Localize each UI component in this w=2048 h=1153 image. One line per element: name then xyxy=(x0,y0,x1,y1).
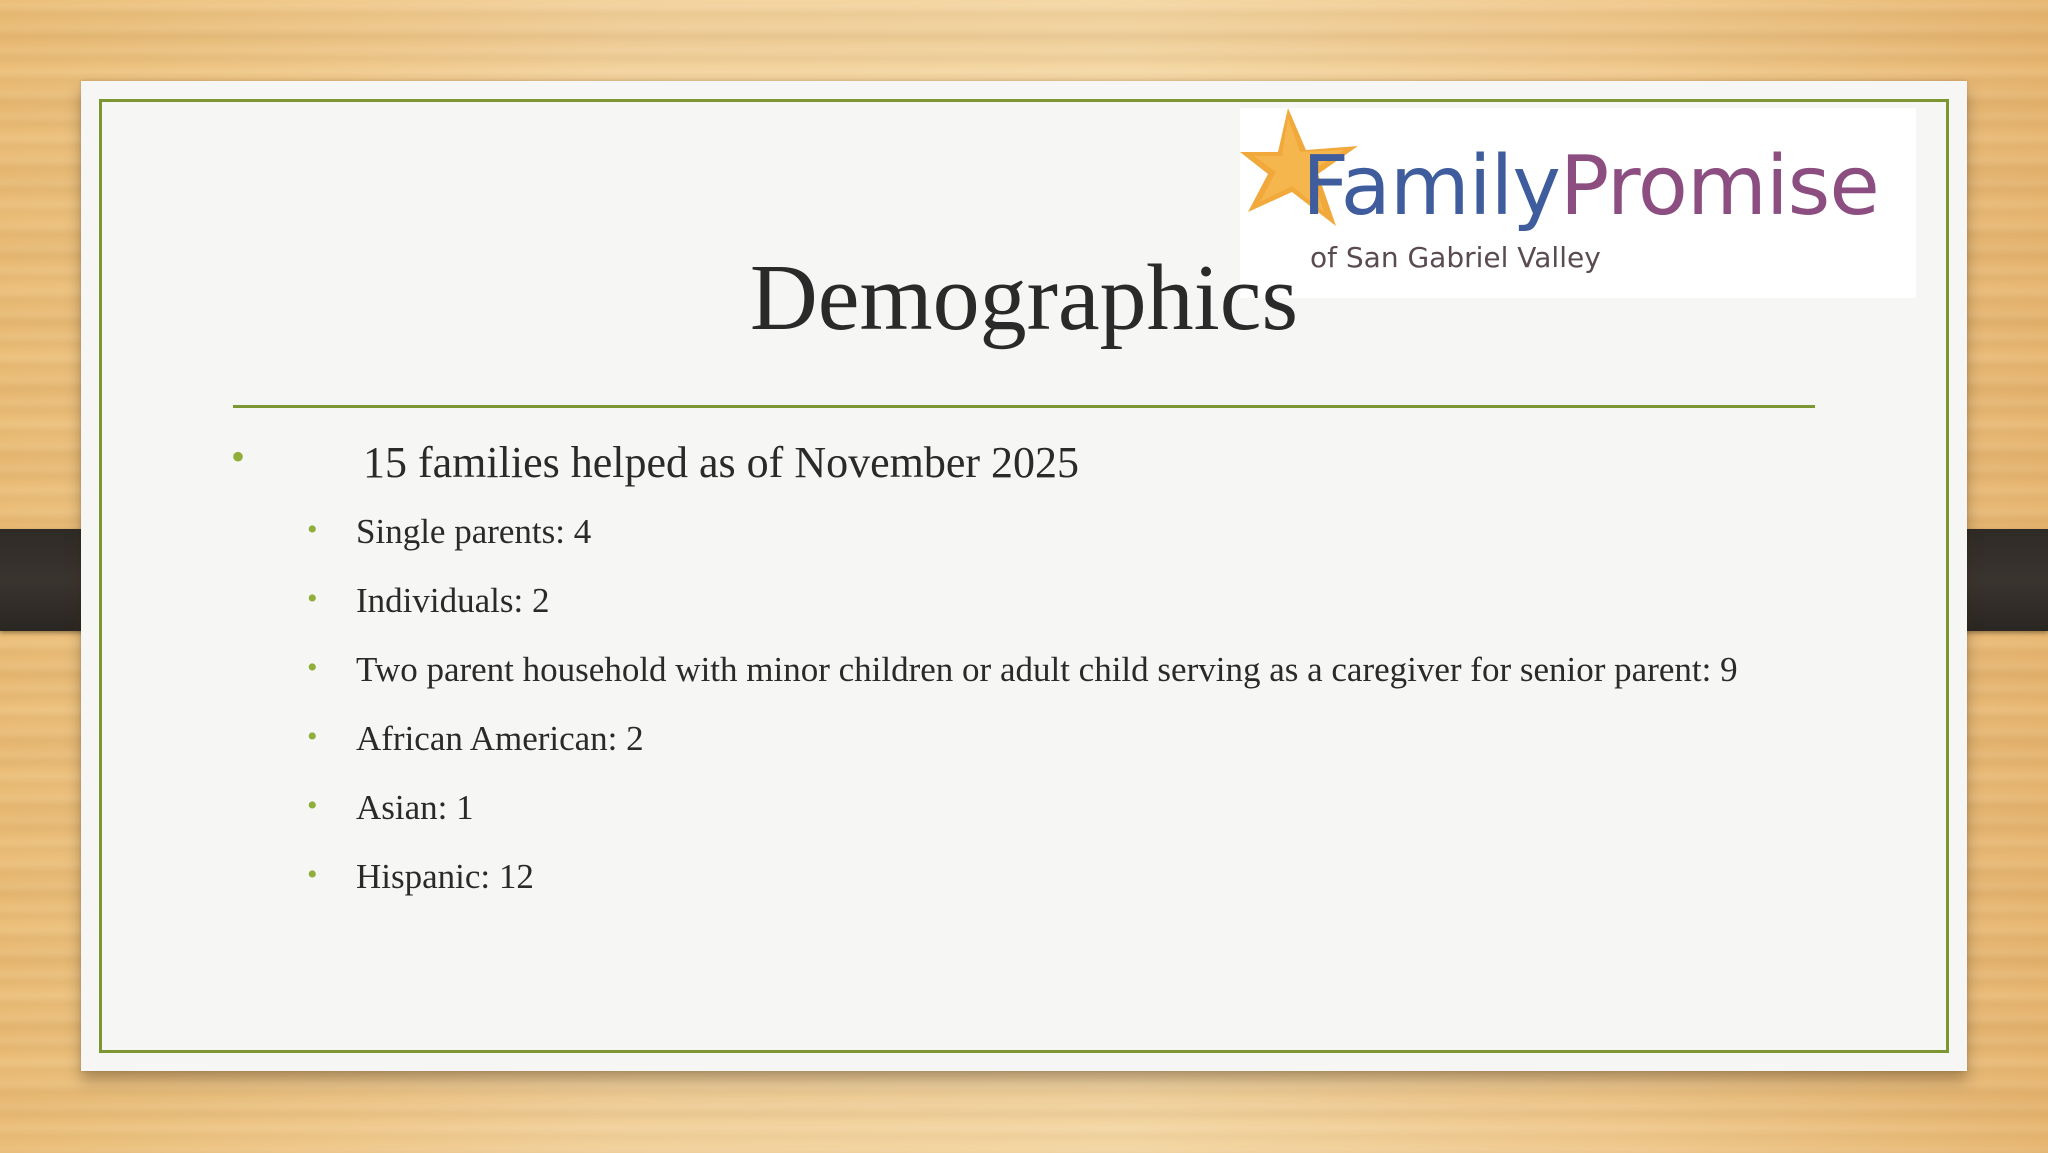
list-item xyxy=(307,647,1827,693)
bullet-icon: • xyxy=(307,582,318,615)
slide-paper xyxy=(81,81,1967,1071)
bullet-icon: • xyxy=(231,434,246,479)
sub-bullet-list xyxy=(307,509,1827,923)
list-item xyxy=(307,509,1827,555)
list-item-text: Two parent household with minor children or adult child serving as a caregiver for senior parent: 9 xyxy=(356,650,1738,689)
list-item-text: Single parents: 4 xyxy=(356,512,592,551)
list-item-text: Asian: 1 xyxy=(356,788,474,827)
title-divider xyxy=(233,405,1815,408)
slide-title: Demographics xyxy=(749,246,1299,350)
bullet-icon: • xyxy=(307,651,318,684)
logo-wordmark xyxy=(1302,139,1879,234)
bullet-icon: • xyxy=(307,858,318,891)
list-item-text: Hispanic: 12 xyxy=(356,857,534,896)
logo-word-promise: Promise xyxy=(1559,139,1879,234)
list-item xyxy=(307,854,1827,900)
bullet-icon: • xyxy=(307,789,318,822)
list-item-text: Individuals: 2 xyxy=(356,581,550,620)
bullet-icon: • xyxy=(307,513,318,546)
list-item xyxy=(307,785,1827,831)
list-item xyxy=(307,716,1827,762)
main-bullet-text: 15 families helped as of November 2025 xyxy=(363,438,1080,487)
logo-subtitle: of San Gabriel Valley xyxy=(1310,241,1601,274)
list-item-text: African American: 2 xyxy=(356,719,644,758)
logo-word-family: Family xyxy=(1302,139,1560,234)
list-item xyxy=(307,578,1827,624)
bullet-icon: • xyxy=(307,720,318,753)
